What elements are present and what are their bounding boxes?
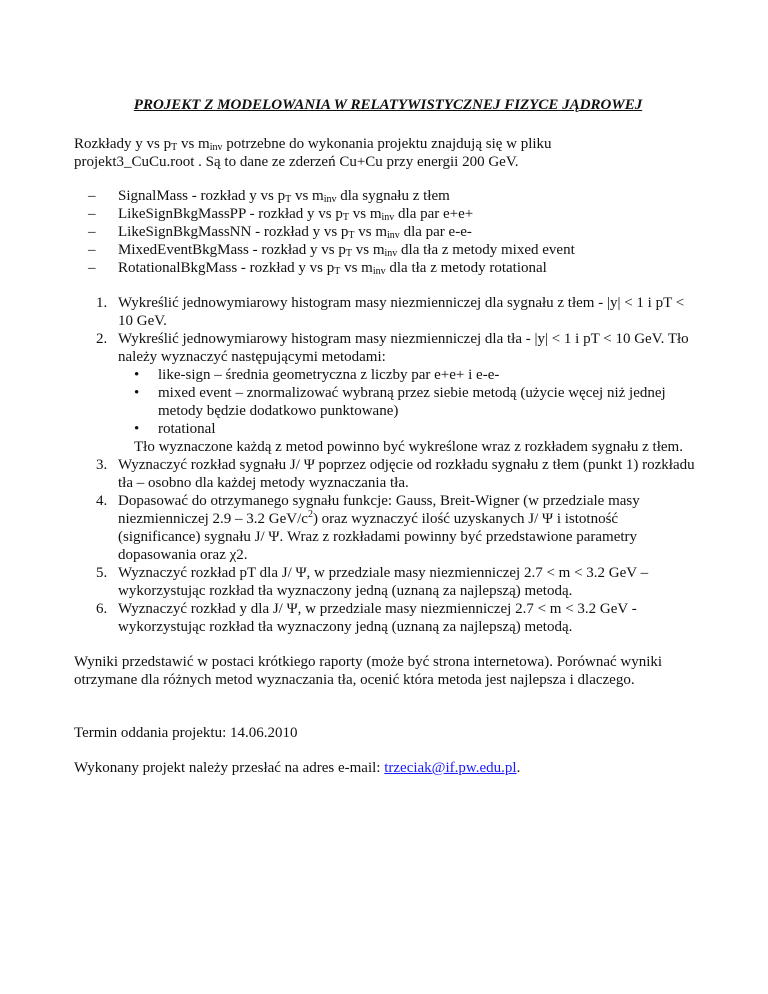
- email-link[interactable]: trzeciak@if.pw.edu.pl: [384, 760, 517, 776]
- histogram-desc: - rozkład y vs p: [237, 260, 335, 276]
- task-text: Wykreślić jednowymiarowy histogram masy niezmienniczej dla sygnału z tłem - |y| < 1 i pT < 10 GeV.: [118, 295, 685, 329]
- task-text: ) oraz wyznaczyć ilość uzyskanych J/ Ψ i istotność (significance) sygnału J/ Ψ. Wraz z rozkładami powinny być przedstawione parametry dopasowania oraz χ2.: [118, 511, 638, 563]
- histogram-name: LikeSignBkgMassPP: [118, 206, 246, 222]
- histogram-name: MixedEventBkgMass: [118, 242, 249, 258]
- sub-text: T: [334, 266, 341, 277]
- sub-text: T: [342, 212, 349, 223]
- task-text: Wykreślić jednowymiarowy histogram masy niezmienniczej dla tła - |y| < 1 i pT < 10 GeV. Tło należy wyznaczyć następującymi metodami:: [118, 331, 689, 365]
- intro-text-b: vs m: [177, 136, 210, 152]
- sub-text: T: [348, 230, 355, 241]
- histogram-desc: - rozkład y vs p: [251, 224, 349, 240]
- sub-text: inv: [372, 266, 386, 277]
- histogram-desc: vs m: [352, 242, 385, 258]
- intro-sub-b: inv: [209, 142, 223, 153]
- task-note: Tło wyznaczone każdą z metod powinno być wykreślone wraz z rozkładem sygnału z tłem.: [134, 439, 683, 455]
- task-number: 4.: [96, 493, 108, 509]
- submission-end: .: [516, 760, 521, 776]
- task-number: 5.: [96, 565, 108, 581]
- summary-paragraph: Wyniki przedstawić w postaci krótkiego raporty (może być strona internetowa). Porównać wyniki otrzymane dla różnych metod wyznaczania tła, ocenić która metoda jest najlepsza i dlaczego.: [74, 654, 663, 688]
- superscript: 2: [307, 509, 313, 520]
- histogram-desc: vs m: [348, 206, 382, 222]
- list-item: • mixed event – znormalizować wybraną przez siebie metodą (użycie węcej niż jednej metody będzie dodatkowo punktowane): [118, 384, 702, 420]
- task-item-6: [74, 600, 702, 636]
- histogram-desc: - rozkład y vs p: [245, 206, 343, 222]
- sub-text: inv: [384, 248, 398, 259]
- histogram-desc: dla par e+e+: [394, 206, 474, 222]
- sub-text: inv: [387, 230, 400, 241]
- task-text: Wyznaczyć rozkład pT dla J/ Ψ, w przedziale masy niezmienniczej 2.7 < m < 3.2 GeV – wykorzystując rozkład tła wyznaczony jedną (uznaną za najlepszą) metodą.: [118, 565, 649, 599]
- histogram-desc: - rozkład y vs p: [188, 188, 286, 204]
- sub-text: T: [285, 194, 292, 205]
- intro-line2: projekt3_CuCu.root . Są to dane ze zderzeń Cu+Cu przy energii 200 GeV.: [74, 154, 519, 170]
- list-item: [74, 205, 702, 223]
- histogram-desc: dla sygnału z tłem: [336, 188, 450, 204]
- intro-text-a: Rozkłady y vs p: [74, 136, 172, 152]
- list-item: • rotational: [118, 420, 702, 438]
- histogram-desc: vs m: [340, 260, 373, 276]
- task-number: 3.: [96, 457, 108, 473]
- histogram-desc: vs m: [354, 224, 388, 240]
- document-page: [74, 96, 702, 777]
- submission-text: Wykonany projekt należy przesłać na adres e-mail:: [74, 760, 385, 776]
- histogram-desc: - rozkład y vs p: [248, 242, 346, 258]
- histogram-desc: dla tła z metody rotational: [385, 260, 547, 276]
- list-item: [74, 223, 702, 241]
- list-item: [74, 187, 702, 205]
- task-number: 6.: [96, 601, 108, 617]
- sub-text: inv: [381, 212, 395, 223]
- intro-paragraph: [74, 135, 702, 171]
- task-text: Wyznaczyć rozkład y dla J/ Ψ, w przedziale masy niezmienniczej 2.7 < m < 3.2 GeV - wykorzystując rozkład tła wyznaczony jedną (uznaną za najlepszą) metodą.: [118, 601, 637, 635]
- sub-text: inv: [323, 194, 337, 205]
- histogram-name: SignalMass: [118, 188, 189, 204]
- submission-paragraph: [74, 759, 702, 777]
- histogram-desc: vs m: [291, 188, 324, 204]
- task-list: [74, 294, 702, 636]
- histogram-desc: dla par e-e-: [399, 224, 472, 240]
- list-item: • like-sign – średnia geometryczna z liczby par e+e+ i e-e-: [118, 366, 702, 384]
- task-item-2: [74, 330, 702, 456]
- deadline-text: Termin oddania projektu: 14.06.2010: [74, 725, 298, 741]
- task-item-4: [74, 492, 702, 564]
- sub-text: T: [345, 248, 352, 259]
- intro-sub-a: T: [171, 142, 178, 153]
- list-item: [74, 259, 702, 277]
- task-text: Dopasować do otrzymanego sygnału funkcje: Gauss, Breit-Wigner (w przedziale masy niezmienniczej 2.9 – 3.2 GeV/c: [118, 493, 640, 527]
- task-text: Wyznaczyć rozkład sygnału J/ Ψ poprzez odjęcie od rozkładu sygnału z tłem (punkt 1) rozkładu tła – osobno dla każdej metody wyznaczania tła.: [118, 457, 695, 491]
- task-item-3: [74, 456, 702, 492]
- intro-text-c: potrzebne do wykonania projektu znajdują się w pliku: [222, 136, 552, 152]
- background-methods-list: [118, 366, 702, 438]
- task-number: 1.: [96, 295, 108, 311]
- histogram-list: [74, 187, 702, 277]
- histogram-name: LikeSignBkgMassNN: [118, 224, 252, 240]
- task-item-1: [74, 294, 702, 330]
- list-item: [74, 241, 702, 259]
- page-title: PROJEKT Z MODELOWANIA W RELATYWISTYCZNEJ FIZYCE JĄDROWEJ: [133, 97, 643, 113]
- histogram-name: RotationalBkgMass: [118, 260, 238, 276]
- task-item-5: [74, 564, 702, 600]
- task-number: 2.: [96, 331, 108, 347]
- histogram-desc: dla tła z metody mixed event: [397, 242, 575, 258]
